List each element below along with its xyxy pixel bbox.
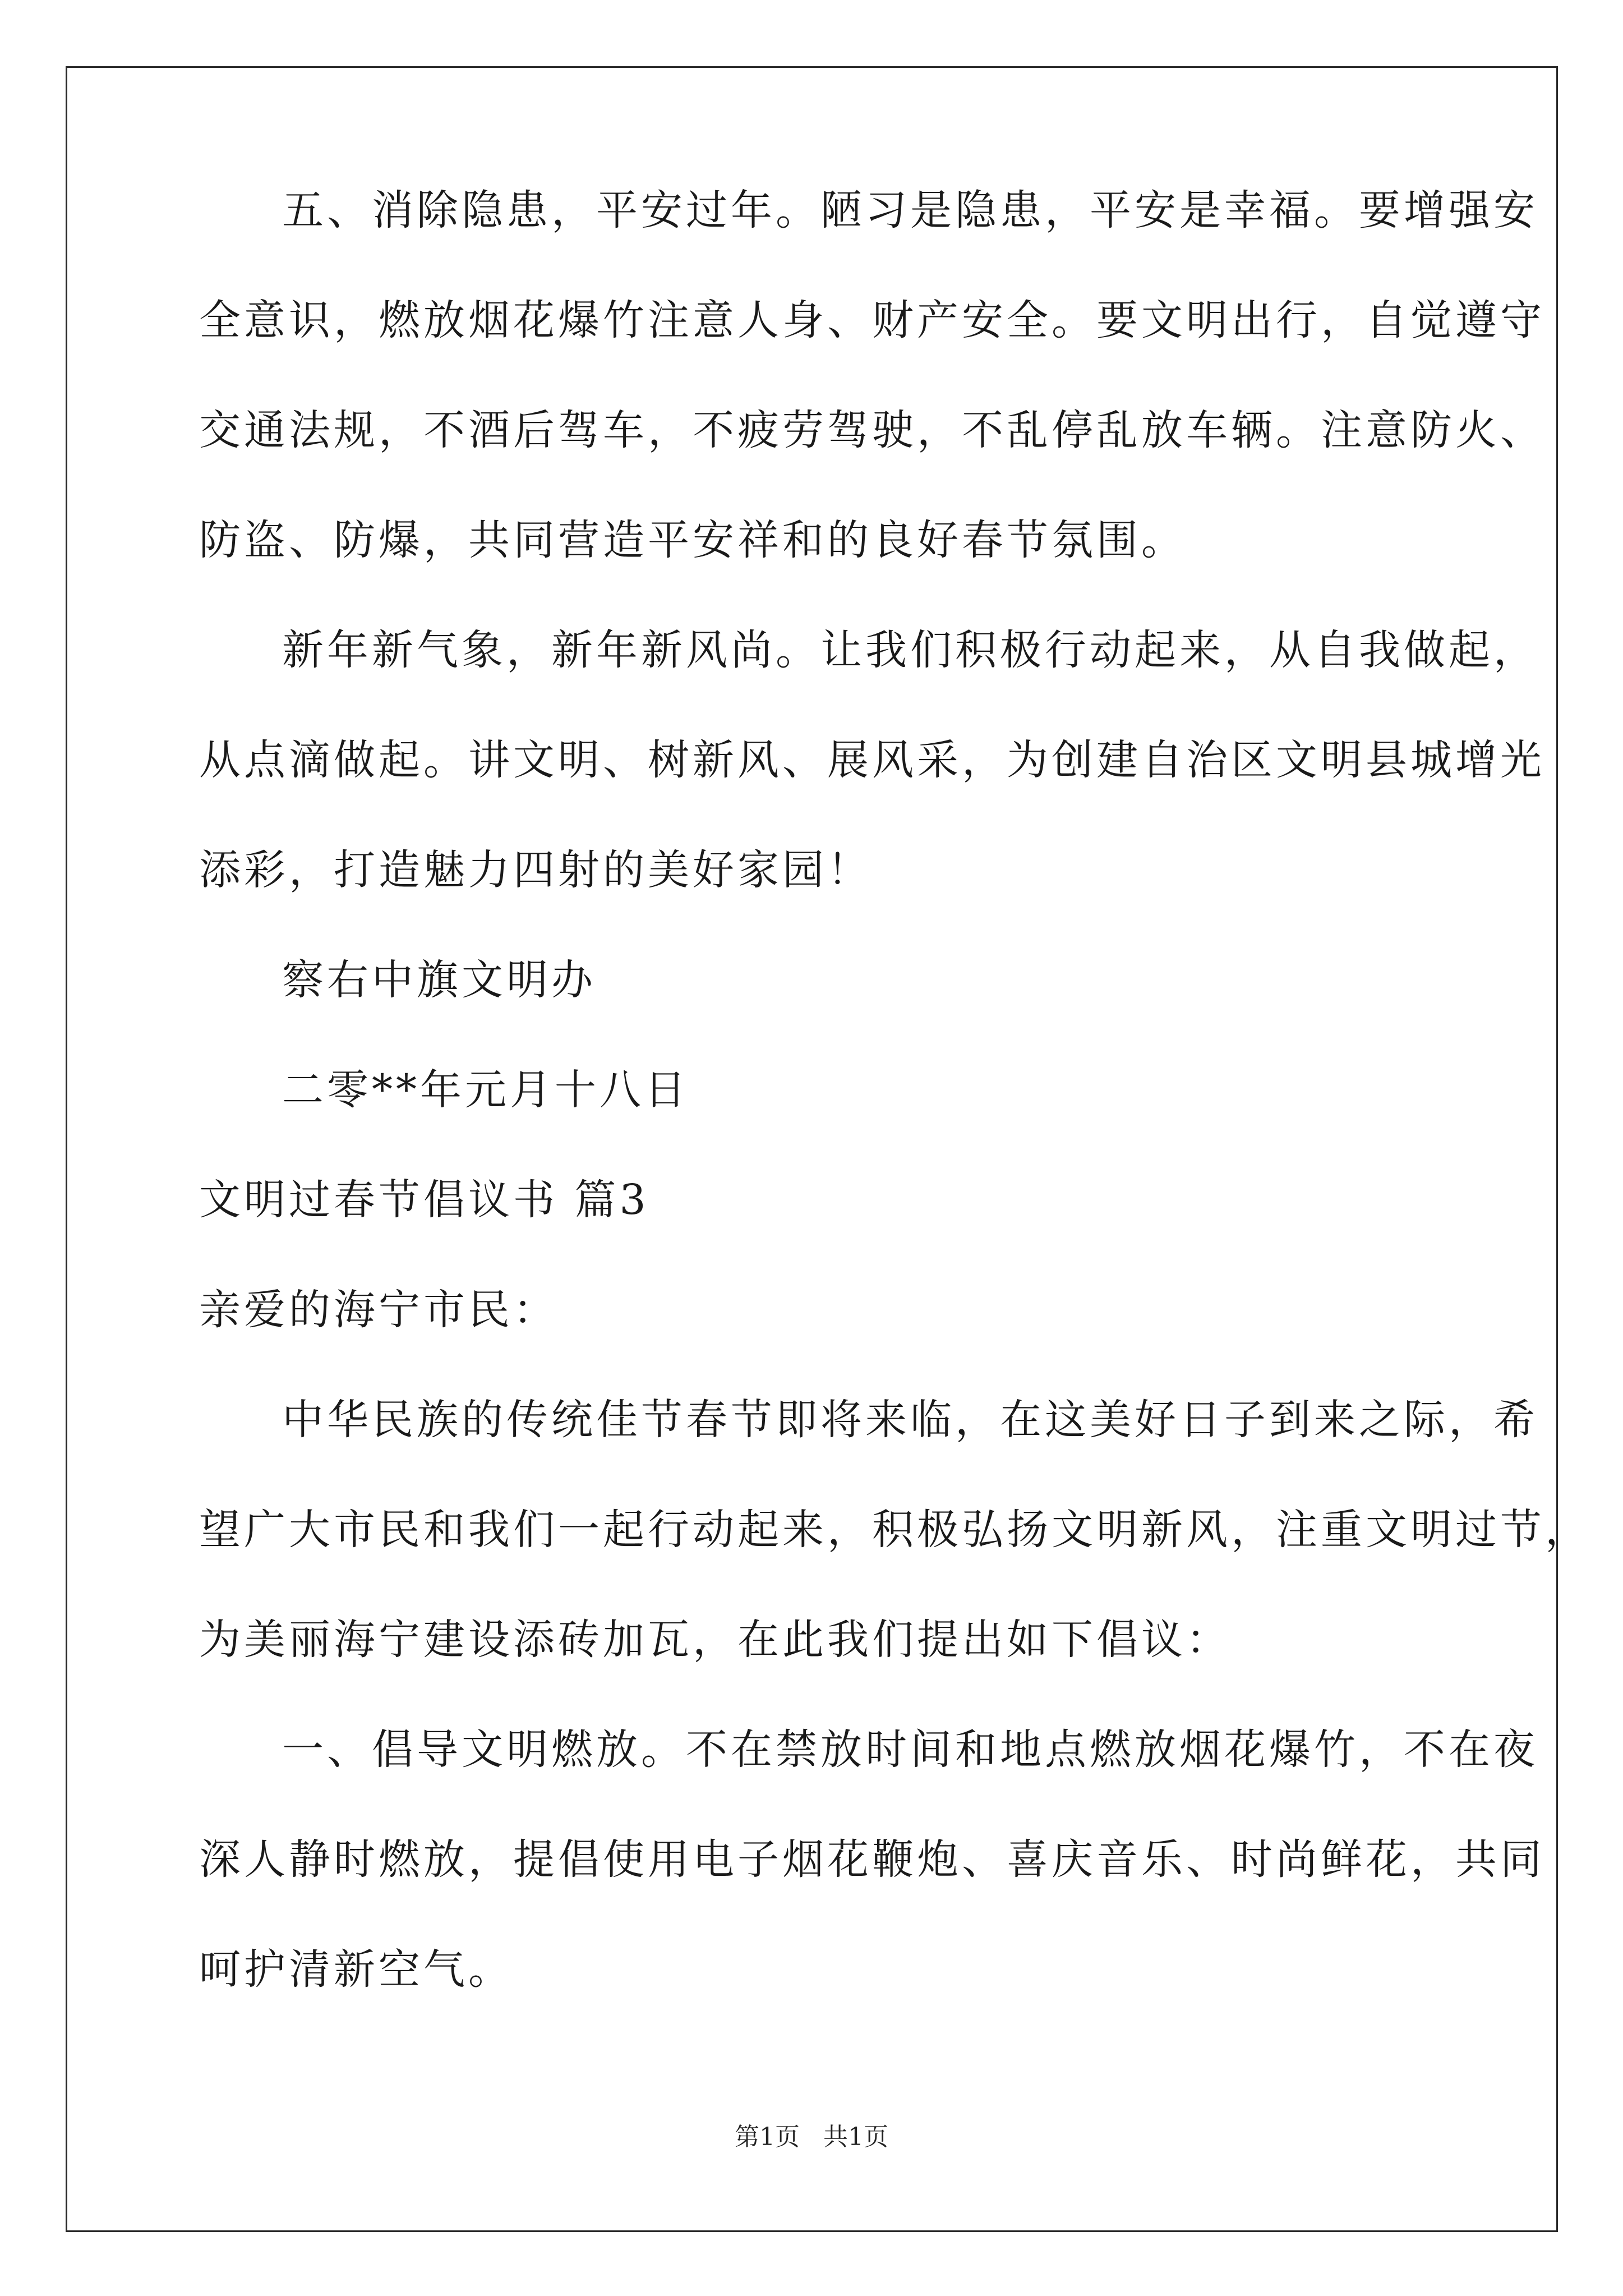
- paragraph-line: 为美丽海宁建设添砖加瓦，在此我们提出如下倡议：: [199, 1616, 1231, 1664]
- paragraph-line: 呵护清新空气。: [199, 1945, 513, 1994]
- section-heading: 文明过春节倡议书 篇3: [199, 1176, 649, 1224]
- paragraph-line: 从点滴做起。讲文明、树新风、展风采，为创建自治区文明县城增光: [199, 736, 1545, 784]
- paragraph-line: 深人静时燃放，提倡使用电子烟花鞭炮、喜庆音乐、时尚鲜花，共同: [199, 1835, 1545, 1884]
- paragraph-line: 防盗、防爆，共同营造平安祥和的良好春节氛围。: [199, 516, 1186, 564]
- paragraph-line: 交通法规，不酒后驾车，不疲劳驾驶，不乱停乱放车辆。注意防火、: [199, 406, 1545, 454]
- paragraph-line: 全意识，燃放烟花爆竹注意人身、财产安全。要文明出行，自觉遵守: [199, 296, 1545, 344]
- paragraph-line: 一、倡导文明燃放。不在禁放时间和地点燃放烟花爆竹，不在夜: [282, 1726, 1538, 1774]
- paragraph-line: 添彩，打造魅力四射的美好家园！: [199, 846, 872, 894]
- document-body: [199, 186, 1590, 2059]
- paragraph-line: 望广大市民和我们一起行动起来，积极弘扬文明新风，注重文明过节，: [199, 1506, 1590, 1554]
- paragraph-line: 五、消除隐患，平安过年。陋习是隐患，平安是幸福。要增强安: [282, 186, 1538, 234]
- salutation: 亲爱的海宁市民：: [199, 1286, 558, 1334]
- paragraph-line: 新年新气象，新年新风尚。让我们积极行动起来，从自我做起，: [282, 626, 1538, 674]
- paragraph-line: 中华民族的传统佳节春节即将来临，在这美好日子到来之际，希: [282, 1396, 1538, 1444]
- page-number-footer: 第1页 共1页: [735, 2123, 888, 2151]
- signature-organization: 察右中旗文明办: [282, 956, 596, 1004]
- signature-date: 二零**年元月十八日: [282, 1066, 689, 1114]
